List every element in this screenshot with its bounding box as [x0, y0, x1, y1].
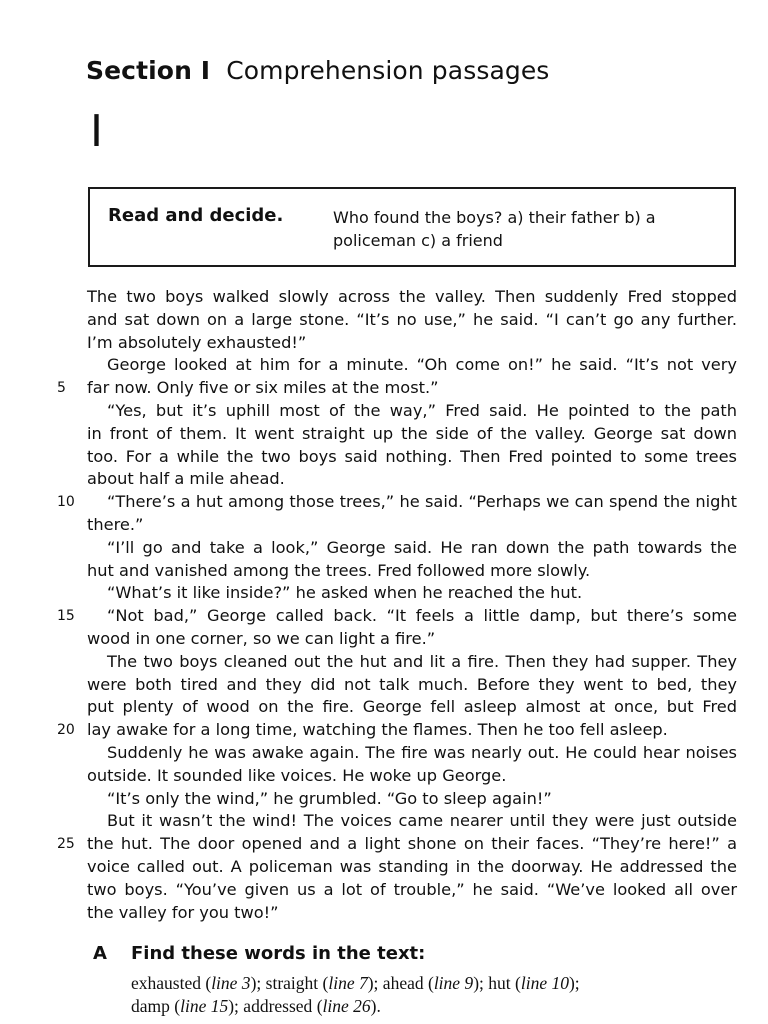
passage-line-text: “Yes, but it’s uphill most of the way,” Fred said. He pointed to the path — [107, 400, 737, 420]
passage-line-text: George looked at him for a minute. “Oh come on!” he said. “It’s not very — [107, 355, 737, 375]
line-number: 25 — [57, 836, 75, 853]
vocab-line-ref: line 3 — [211, 973, 251, 993]
exercise-word-list — [131, 972, 731, 1018]
vocab-line-ref: line 9 — [433, 973, 474, 993]
passage-line — [57, 605, 737, 628]
exercise-title: Find these words in the text: — [131, 943, 426, 964]
passage-line — [57, 491, 737, 514]
passage-line-text: Suddenly he was awake again. The fire was nearly out. He could hear noises — [107, 742, 737, 762]
passage-line — [57, 833, 737, 856]
task-label: Read and decide. — [108, 205, 284, 226]
vocab-word: exhausted — [131, 973, 201, 993]
exercise-letter: A — [93, 943, 107, 964]
passage-line — [87, 696, 737, 719]
passage-line-text: put plenty of wood on the fire. George fell asleep almost at once, but Fred — [87, 697, 737, 717]
section-label: Section I — [86, 56, 211, 85]
passage-line-text: hut and vanished among the trees. Fred followed more slowly. — [87, 560, 591, 580]
passage-line — [87, 902, 737, 925]
vocab-word: damp — [131, 996, 170, 1016]
passage-line — [87, 582, 737, 605]
passage-line-text: too. For a while the two boys said nothing. Then Fred pointed to some trees — [87, 446, 737, 466]
passage-line-text: the hut. The door opened and a light shone on their faces. “They’re here!” a — [87, 834, 737, 854]
line-number: 20 — [57, 722, 75, 739]
passage-line — [87, 286, 737, 309]
passage-number: I — [90, 106, 103, 157]
passage-line — [87, 879, 737, 902]
passage-line-text: lay awake for a long time, watching the flames. Then he too fell asleep. — [87, 720, 668, 740]
passage-line-text: “There’s a hut among those trees,” he said. “Perhaps we can spend the night — [107, 492, 737, 512]
passage-line-text: the valley for you two!” — [87, 902, 279, 922]
passage-line — [87, 810, 737, 833]
vocab-word: addressed — [243, 996, 313, 1016]
passage-line-text: “It’s only the wind,” he grumbled. “Go to sleep again!” — [107, 788, 552, 808]
passage-text — [57, 286, 737, 924]
vocab-line-ref: line 15 — [180, 996, 229, 1016]
passage-line — [87, 468, 737, 491]
section-heading — [86, 56, 549, 85]
passage-line-text: about half a mile ahead. — [87, 469, 285, 489]
passage-line-text: “Not bad,” George called back. “It feels a little damp, but there’s some — [107, 606, 737, 626]
section-title: Comprehension passages — [226, 56, 550, 85]
passage-line — [87, 537, 737, 560]
passage-line — [87, 423, 737, 446]
passage-line-text: two boys. “You’ve given us a lot of trouble,” he said. “We’ve looked all over — [87, 879, 737, 899]
task-box — [88, 187, 736, 267]
passage-line — [87, 856, 737, 879]
exercise-heading — [93, 943, 425, 964]
vocab-item: straight (line 7); — [265, 973, 383, 993]
passage-line — [87, 446, 737, 469]
task-question: Who found the boys? a) their father b) a policeman c) a friend — [333, 208, 656, 250]
vocab-item: damp (line 15); — [131, 996, 244, 1016]
passage-line — [87, 765, 737, 788]
vocab-item: ahead (line 9); — [382, 973, 489, 993]
passage-line-text: The two boys cleaned out the hut and lit a fire. Then they had supper. They — [107, 651, 737, 671]
passage-line — [87, 674, 737, 697]
passage-line — [87, 651, 737, 674]
passage-line-text: there.” — [87, 514, 144, 534]
passage-line — [87, 628, 737, 651]
passage-line-text: and sat down on a large stone. “It’s no use,” he said. “I can’t go any further. — [87, 309, 737, 329]
passage-line-text: wood in one corner, so we can light a fire.” — [87, 628, 436, 648]
passage-line-text: The two boys walked slowly across the valley. Then suddenly Fred stopped — [87, 287, 737, 306]
passage-line-text: voice called out. A policeman was standing in the doorway. He addressed the — [87, 856, 737, 876]
passage-line-text: were both tired and they did not talk much. Before they went to bed, they — [87, 674, 737, 694]
passage-line-text: But it wasn’t the wind! The voices came nearer until they were just outside — [107, 811, 737, 831]
vocab-line-ref: line 26 — [322, 996, 371, 1016]
passage-line — [57, 377, 737, 400]
passage-line — [87, 514, 737, 537]
vocab-item: addressed (line 26). — [243, 996, 381, 1016]
passage-line — [87, 354, 737, 377]
vocab-line-ref: line 10 — [520, 973, 569, 993]
line-number: 15 — [57, 608, 75, 625]
passage-line — [87, 309, 737, 332]
line-number: 5 — [57, 380, 66, 397]
passage-line-text: in front of them. It went straight up the side of the valley. George sat down — [87, 423, 737, 443]
vocab-word: hut — [488, 973, 511, 993]
passage-line — [87, 400, 737, 423]
passage-line-text: I’m absolutely exhausted!” — [87, 332, 307, 352]
passage-line — [87, 560, 737, 583]
line-number: 10 — [57, 494, 75, 511]
vocab-line-ref: line 7 — [328, 973, 368, 993]
vocab-word: ahead — [382, 973, 424, 993]
passage-line-text: far now. Only five or six miles at the most.” — [87, 378, 439, 398]
vocab-word: straight — [265, 973, 319, 993]
vocab-item: exhausted (line 3); — [131, 973, 266, 993]
vocab-item: hut (line 10); — [488, 973, 580, 993]
passage-line-text: “I’ll go and take a look,” George said. He ran down the path towards the — [107, 537, 737, 557]
passage-line-text: outside. It sounded like voices. He woke up George. — [87, 765, 507, 785]
passage-line — [87, 788, 737, 811]
passage-line-text: “What’s it like inside?” he asked when he reached the hut. — [107, 583, 583, 603]
passage-line — [87, 742, 737, 765]
passage-line — [57, 719, 737, 742]
passage-line — [87, 332, 737, 355]
